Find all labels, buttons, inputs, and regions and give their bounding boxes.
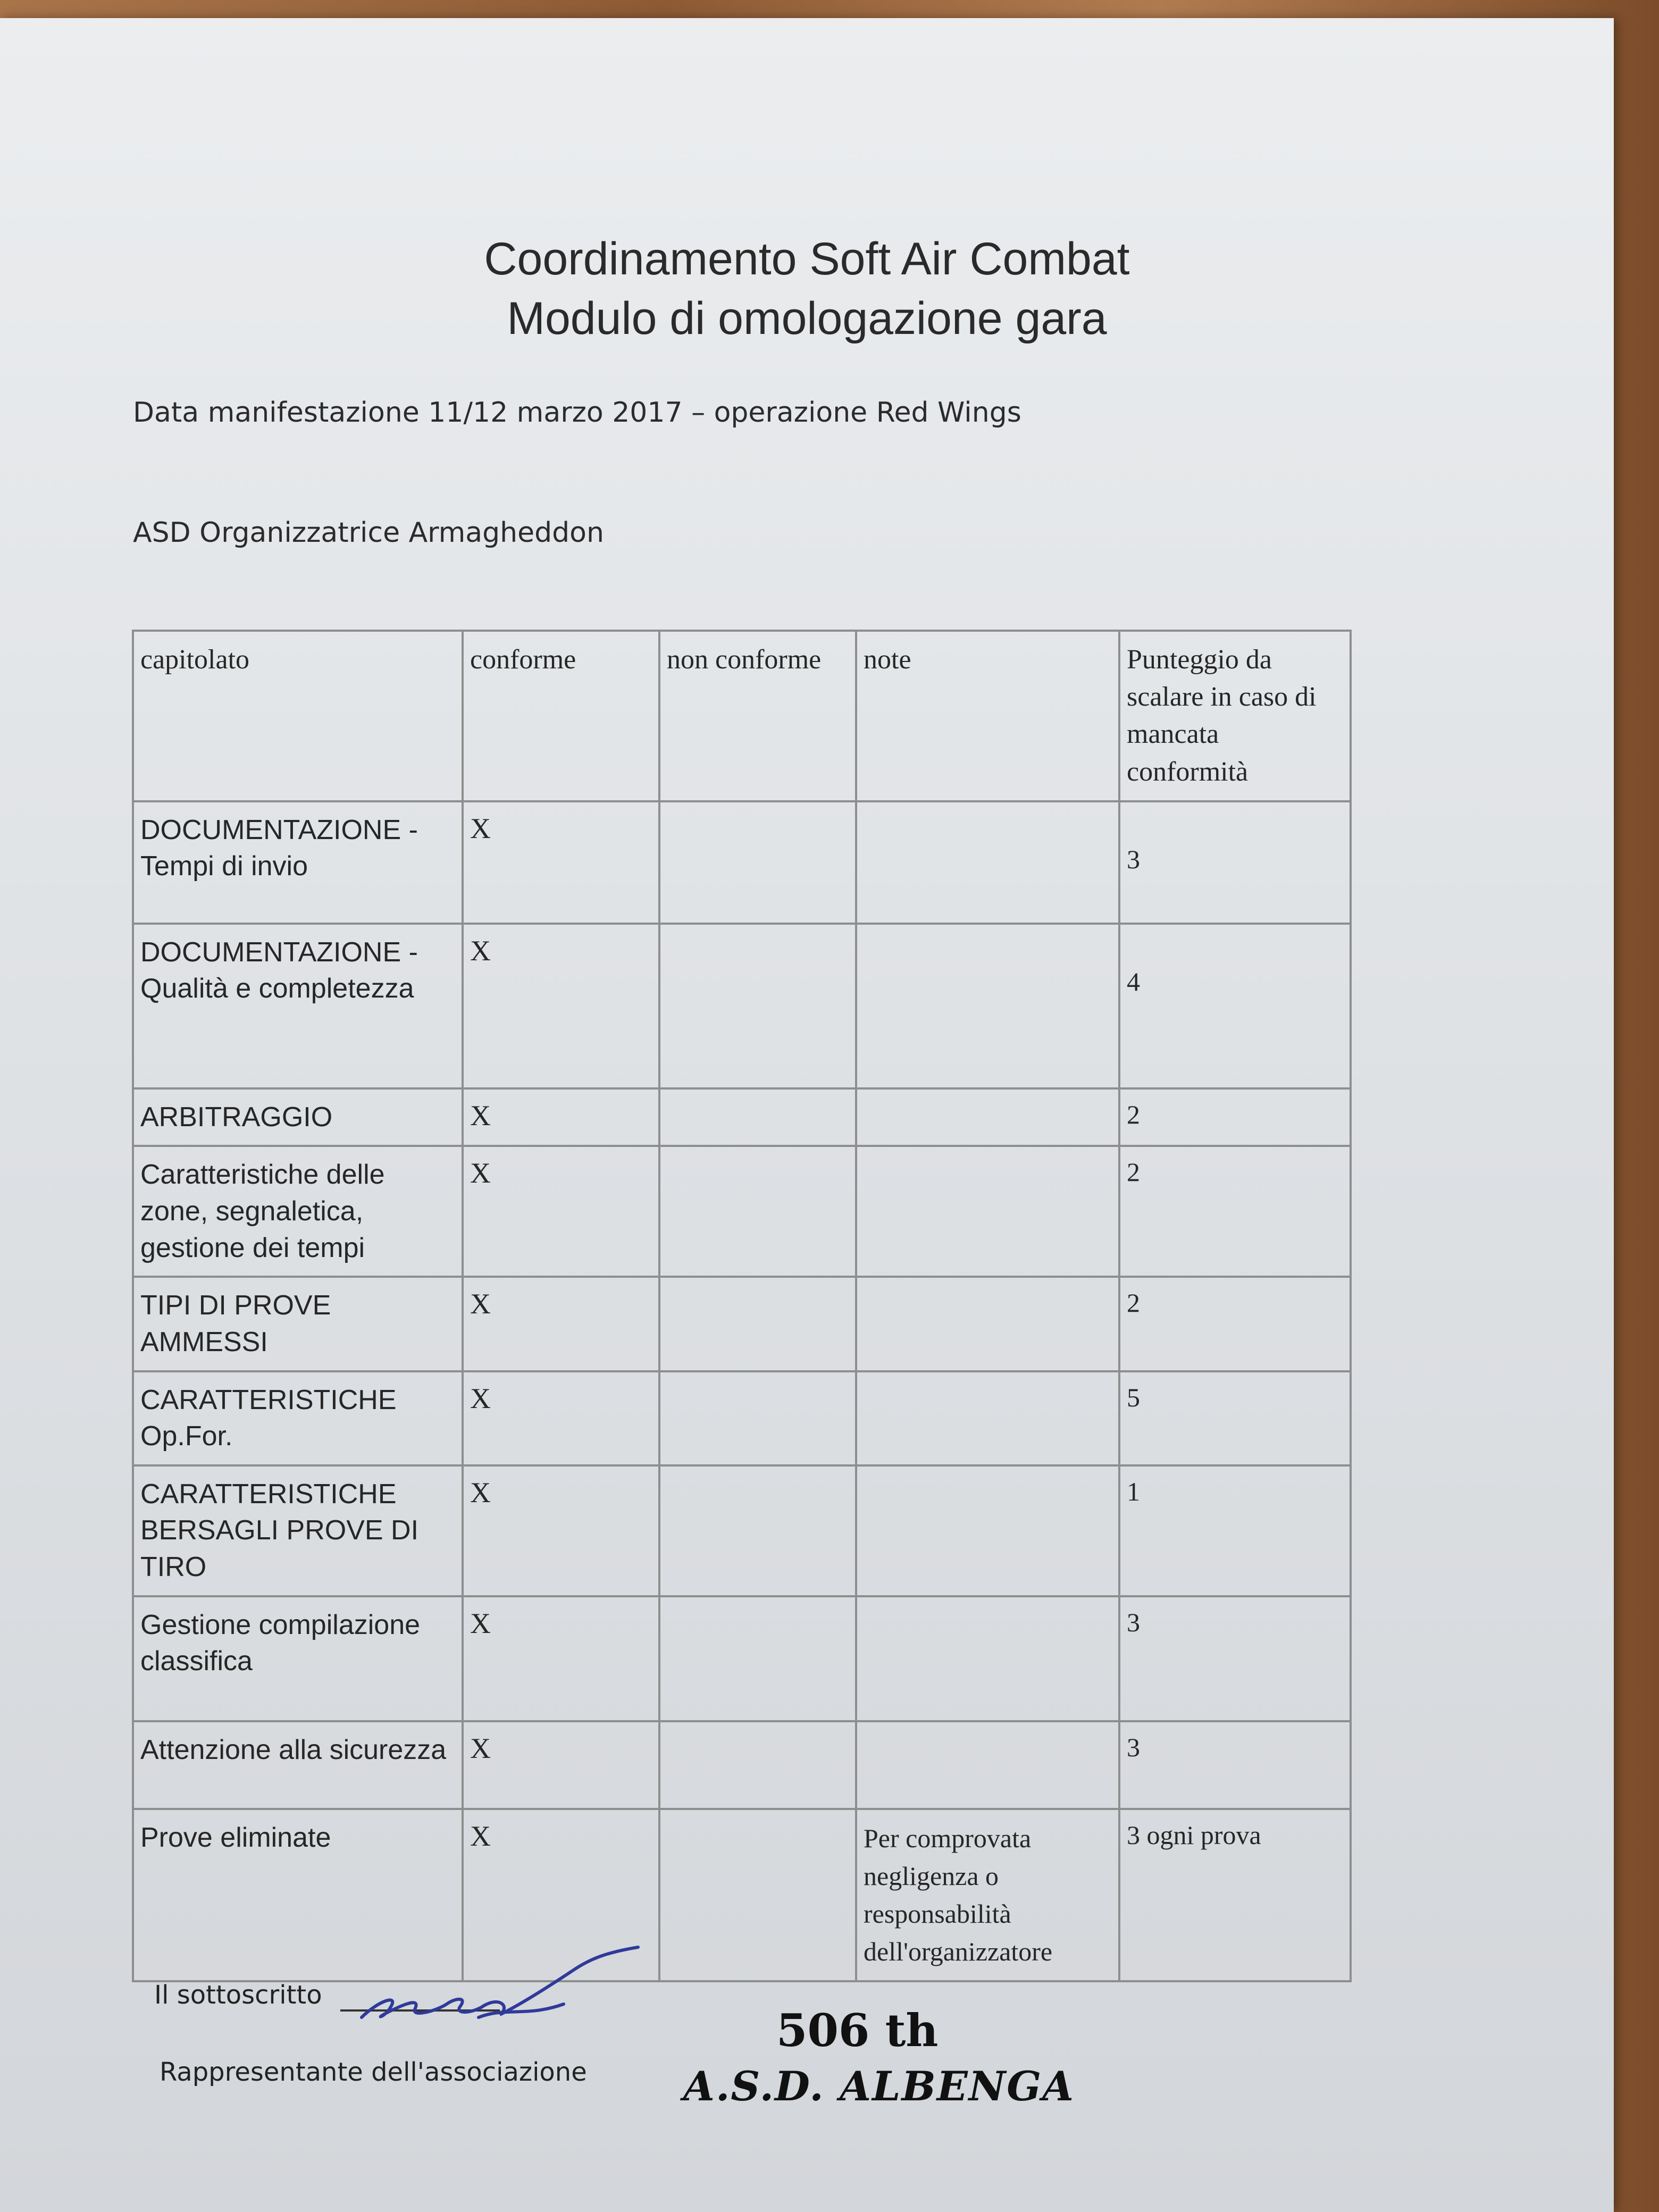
table-row xyxy=(133,801,1351,924)
table-header-row xyxy=(133,631,1351,801)
table-row xyxy=(133,1277,1351,1371)
row-conforme-mark: X xyxy=(463,1277,659,1371)
table-row xyxy=(133,1465,1351,1596)
table-row xyxy=(133,1088,1351,1146)
row-punteggio: 2 xyxy=(1119,1088,1351,1146)
row-punteggio: 3 ogni prova xyxy=(1119,1809,1351,1981)
table-row xyxy=(133,924,1351,1088)
row-conforme-mark: X xyxy=(463,1371,659,1465)
row-punteggio: 4 xyxy=(1119,924,1351,1088)
row-conforme-mark: X xyxy=(463,1088,659,1146)
table-row xyxy=(133,1371,1351,1465)
row-conforme-mark: X xyxy=(463,1146,659,1277)
row-note xyxy=(856,1277,1119,1371)
row-non-conforme xyxy=(659,1146,856,1277)
row-capitolato: TIPI DI PROVE AMMESSI xyxy=(133,1277,463,1371)
row-conforme-mark: X xyxy=(463,924,659,1088)
header-note: note xyxy=(856,631,1119,801)
row-non-conforme xyxy=(659,1596,856,1721)
row-punteggio: 3 xyxy=(1119,801,1351,924)
row-conforme-mark: X xyxy=(463,1465,659,1596)
representative-label: Rappresentante dell'associazione xyxy=(160,2057,587,2087)
stamp-association-name: A.S.D. ALBENGA xyxy=(683,2063,1075,2110)
event-date-line: Data manifestazione 11/12 marzo 2017 – operazione Red Wings xyxy=(133,397,1021,429)
document-title-line1: Coordinamento Soft Air Combat xyxy=(484,233,1130,284)
row-note xyxy=(856,1088,1119,1146)
header-conforme: conforme xyxy=(463,631,659,801)
row-punteggio: 2 xyxy=(1119,1277,1351,1371)
row-non-conforme xyxy=(659,1277,856,1371)
row-capitolato: DOCUMENTAZIONE - Qualità e completezza xyxy=(133,924,463,1088)
row-non-conforme xyxy=(659,1371,856,1465)
document-title-line2: Modulo di omologazione gara xyxy=(507,293,1107,344)
table-row xyxy=(133,1596,1351,1721)
compliance-table xyxy=(132,630,1352,1982)
row-note xyxy=(856,1146,1119,1277)
row-non-conforme xyxy=(659,1465,856,1596)
row-non-conforme xyxy=(659,924,856,1088)
stamp-unit-number: 506 th xyxy=(776,2004,939,2057)
signature-stroke xyxy=(362,1947,638,2017)
row-capitolato: CARATTERISTICHE BERSAGLI PROVE DI TIRO xyxy=(133,1465,463,1596)
organizer-line: ASD Organizzatrice Armagheddon xyxy=(133,517,604,549)
handwritten-signature xyxy=(340,1943,649,2028)
table-row xyxy=(133,1146,1351,1277)
row-capitolato: Caratteristiche delle zone, segnaletica, gestione dei tempi xyxy=(133,1146,463,1277)
row-punteggio: 1 xyxy=(1119,1465,1351,1596)
header-punteggio: Punteggio da scalare in caso di mancata conformità xyxy=(1119,631,1351,801)
row-non-conforme xyxy=(659,1088,856,1146)
row-conforme-mark: X xyxy=(463,1721,659,1809)
row-conforme-mark: X xyxy=(463,1809,659,1981)
row-capitolato: DOCUMENTAZIONE - Tempi di invio xyxy=(133,801,463,924)
row-capitolato: Attenzione alla sicurezza xyxy=(133,1721,463,1809)
row-note xyxy=(856,1371,1119,1465)
row-punteggio: 3 xyxy=(1119,1596,1351,1721)
row-note xyxy=(856,1596,1119,1721)
row-note xyxy=(856,1721,1119,1809)
row-conforme-mark: X xyxy=(463,801,659,924)
row-non-conforme xyxy=(659,801,856,924)
row-punteggio: 5 xyxy=(1119,1371,1351,1465)
row-conforme-mark: X xyxy=(463,1596,659,1721)
table-row xyxy=(133,1809,1351,1981)
row-note: Per comprovata negligenza o responsabilità dell'organizzatore xyxy=(856,1809,1119,1981)
row-punteggio: 2 xyxy=(1119,1146,1351,1277)
row-punteggio: 3 xyxy=(1119,1721,1351,1809)
row-non-conforme xyxy=(659,1721,856,1809)
row-note xyxy=(856,801,1119,924)
document-sheet xyxy=(0,18,1614,2212)
row-capitolato: CARATTERISTICHE Op.For. xyxy=(133,1371,463,1465)
signatory-label: Il sottoscritto xyxy=(154,1980,322,2010)
row-non-conforme xyxy=(659,1809,856,1981)
row-note xyxy=(856,1465,1119,1596)
row-capitolato: Prove eliminate xyxy=(133,1809,463,1981)
row-note xyxy=(856,924,1119,1088)
header-capitolato: capitolato xyxy=(133,631,463,801)
header-non-conforme: non conforme xyxy=(659,631,856,801)
row-capitolato: Gestione compilazione classifica xyxy=(133,1596,463,1721)
table-row xyxy=(133,1721,1351,1809)
row-capitolato: ARBITRAGGIO xyxy=(133,1088,463,1146)
